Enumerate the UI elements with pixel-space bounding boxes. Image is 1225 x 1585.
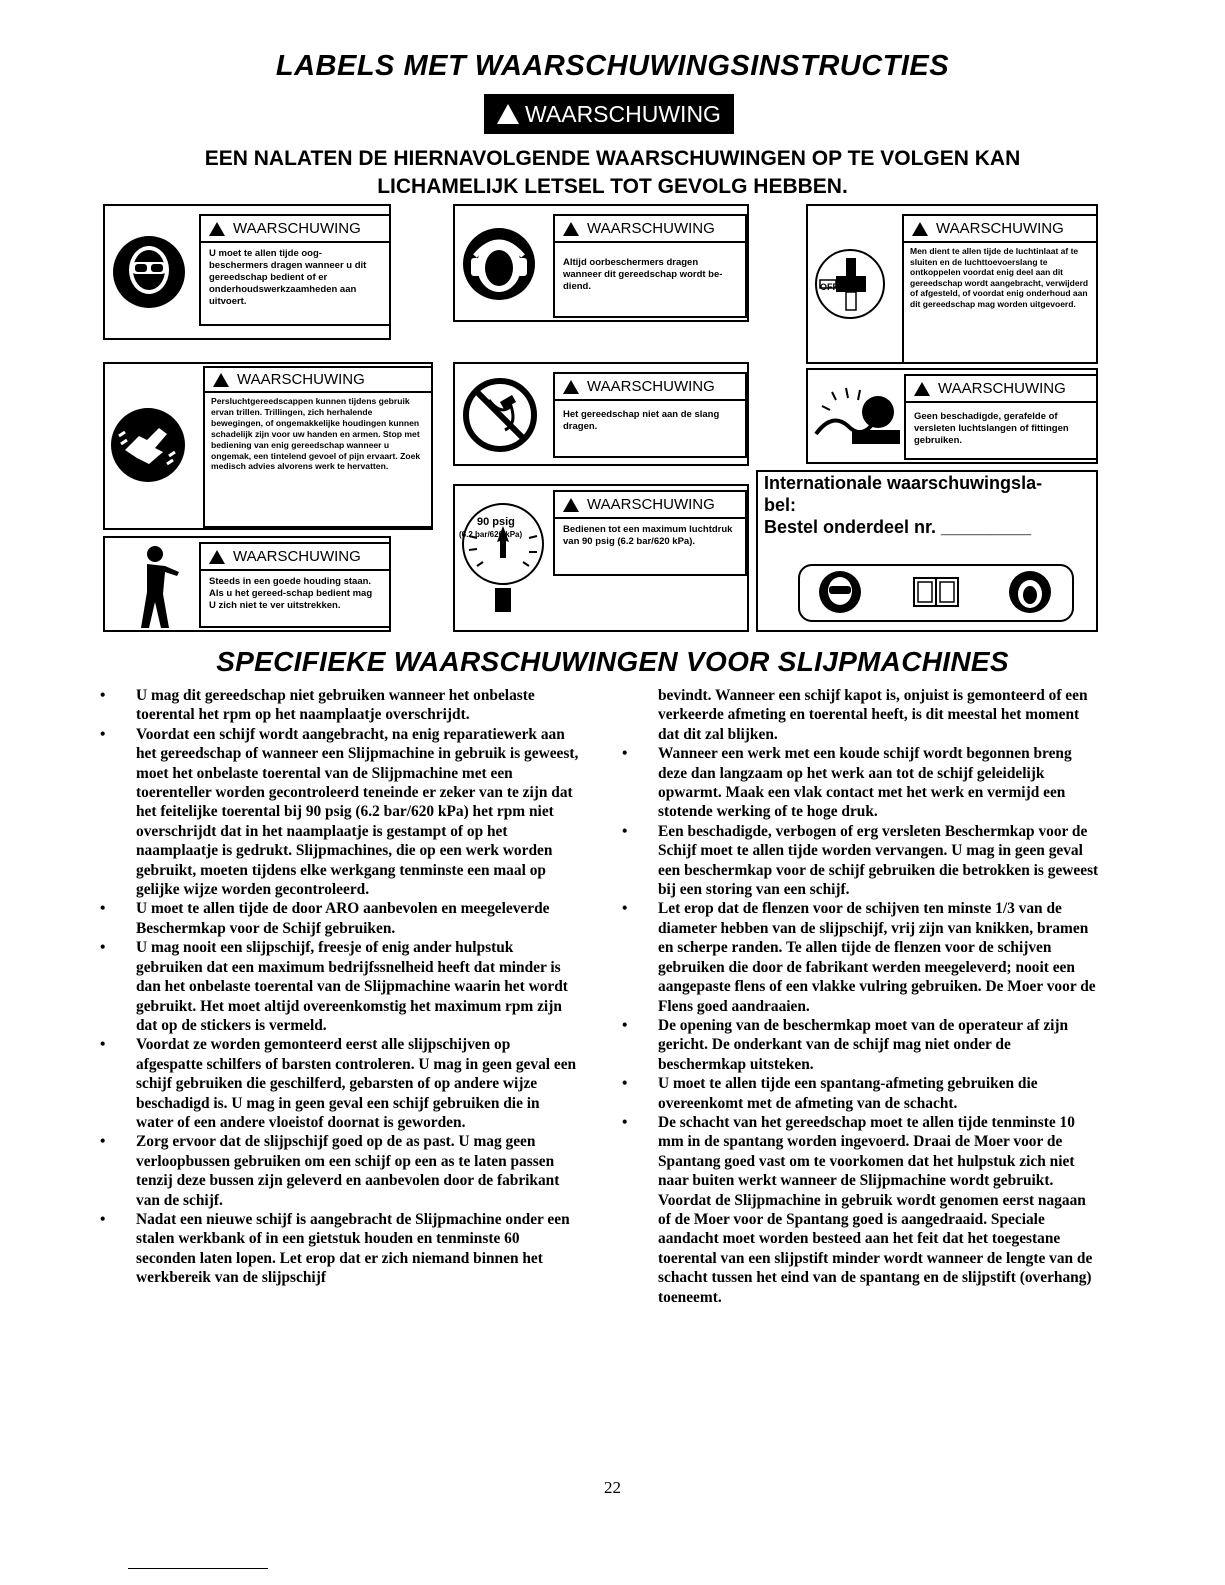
lead-warning <box>0 145 1225 201</box>
ear-protection-icon <box>1008 570 1052 614</box>
bullet-text: U mag dit gereedschap niet gebruiken wanneer het onbelaste toerental het rpm op het naamplaatje overschrijdt. <box>136 687 535 724</box>
ear-protection-icon <box>461 226 537 302</box>
international-label-frame <box>756 470 1098 632</box>
label-text: Het gereedschap niet aan de slang dragen. <box>563 409 720 432</box>
warning-triangle-icon <box>563 222 579 236</box>
bullet-icon: • <box>622 745 628 763</box>
gauge-label-psig: 90 psig <box>477 516 515 528</box>
left-column <box>100 686 580 1288</box>
label-heading: WAARSCHUWING <box>233 220 361 237</box>
left-bullet-list <box>100 686 580 1288</box>
bullet-icon: • <box>100 1210 106 1228</box>
label-ear-frame <box>453 204 749 322</box>
warning-triangle-icon <box>563 380 579 394</box>
label-heading: WAARSCHUWING <box>587 220 715 237</box>
bullet-item <box>100 938 580 1035</box>
bullet-item <box>100 1132 580 1210</box>
bullet-item <box>622 1074 1102 1113</box>
label-stance <box>199 542 391 628</box>
bullet-text: Let erop dat de flenzen voor de schijven ten minste 1/3 van de diameter hebben van de slijpschijf, vrij zijn van knikken, bramen en scherpe randen. Te allen tijde de flenzen voor de schijven gebruiken die door de fabrikant werden meegeleverd; nooit een aangepaste flens of een vlakke vulring gebruiken. De Moer voor de Flens goed aandraaien. <box>658 900 1096 1015</box>
label-ear <box>553 214 747 318</box>
label-heading: WAARSCHUWING <box>587 496 715 513</box>
lead-line-1: EEN NALATEN DE HIERNAVOLGENDE WAARSCHUWINGEN OP TE VOLGEN KAN <box>204 147 1021 170</box>
bullet-icon: • <box>100 1036 106 1054</box>
label-goggles <box>199 214 391 326</box>
bullet-icon: • <box>100 1133 106 1151</box>
label-stance-frame <box>103 536 391 632</box>
bullet-item <box>100 1035 580 1132</box>
off-tag: OFF <box>820 282 838 292</box>
bullet-text: Nadat een nieuwe schijf is aangebracht de Slijpmachine onder een stalen werkbank of in een gietstuk houden en tenminste 60 seconden laten lopen. Let erop dat er zich niemand binnen het werkbereik van de slijpschijf <box>136 1210 570 1287</box>
label-heading: WAARSCHUWING <box>587 378 715 395</box>
bullet-item <box>622 899 1102 1015</box>
label-pressure <box>553 490 747 576</box>
international-line-2: bel: <box>764 495 797 515</box>
bullet-icon: • <box>622 1075 628 1093</box>
label-hose-frame <box>453 362 749 466</box>
right-bullet-list <box>622 744 1102 1307</box>
bullet-item <box>622 744 1102 822</box>
bullet-text: Voordat ze worden gemonteerd eerst alle slijpschijven op afgespatte schilfers of barsten controleren. U mag in geen geval een schijf gebruiken die geschilferd, gebarsten of op andere wijze beschadigd is. U mag in geen geval een schijf gebruiken die in water of een andere vloeistof doornat is geworden. <box>136 1036 577 1131</box>
bullet-icon: • <box>100 687 106 704</box>
bullet-text: Zorg ervoor dat de slijpschijf goed op de as past. U mag geen verloopbussen gebruiken om een schijf op een as te laten passen tenzij deze bussen zijn geleverd en aanbevolen door de fabrikant van de schijf. <box>136 1133 560 1209</box>
eye-protection-icon <box>818 570 862 614</box>
proper-stance-icon <box>125 542 195 630</box>
warning-triangle-icon <box>213 373 229 387</box>
bullet-text: Voordat een schijf wordt aangebracht, na enig reparatiewerk aan het gereedschap of wanneer een Slijpmachine in gebruik is geweest, moet het onbelaste toerental van de Slijpmachine met een toerenteller worden gecontroleerd teneinde er zeker van te zijn dat het feitelijke toerental bij 90 psig (6.2 bar/620 kPa) het rpm niet overschrijdt dat in het naamplaatje is gestampt of op het naamplaatje is gedrukt. Slijpmachines, die op een werk worden gebruikt, moeten tijdens elke werkgang tenminste een maal op gelijke wijze worden gecontroleerd. <box>136 725 579 899</box>
bullet-text: De schacht van het gereedschap moet te allen tijde tenminste 10 mm in de spantang worden ingevoerd. Draai de Moer voor de Spantang goed vast om te voorkomen dat het hulpstuk zich niet naar buiten werkt wanneer de Slijpmachine wordt gebruikt. Voordat de Slijpmachine in gebruik wordt genomen eerst nagaan of de Moer voor de Spantang goed is aangedraaid. Speciale aandacht moet worden besteed aan het feit dat het toegestane toerental van een slijpstift minder wordt wanneer de lengte van de schacht tussen het eind van de spantang en de slijpstift (overhang) toeneemt. <box>658 1113 1093 1306</box>
warning-banner-text: WAARSCHUWING <box>525 100 721 127</box>
damaged-hose-icon <box>812 382 904 452</box>
bullet-text: Wanneer een werk met een koude schijf wordt begonnen breng deze dan langzaam op het werk aan tot de schijf geleidelijk opwarmt. Maak een vlak contact met het werk en vermijd een stotende werking of te hoge druk. <box>658 745 1072 821</box>
label-damaged <box>904 374 1098 460</box>
bullet-item <box>622 1016 1102 1074</box>
page-title: LABELS MET WAARSCHUWINGSINSTRUCTIES <box>275 50 950 82</box>
bullet-icon: • <box>100 900 106 918</box>
bullet-item <box>100 1210 580 1288</box>
international-line-3: Bestel onderdeel nr. _________ <box>764 517 1032 537</box>
footer-rule <box>128 1568 268 1569</box>
label-text: Men dient te allen tijde de luchtinlaat af te sluiten en de luchttoevoerslang te ontkoppelen voordat enig deel aan dit gereedschap wordt aangebracht, verwijderd of afgesteld, of voordat enig onderhoud aan dit gereedschap mag worden uitgevoerd. <box>910 246 1089 309</box>
warning-triangle-icon <box>912 222 928 236</box>
vibration-icon <box>109 406 187 484</box>
bullet-item <box>622 1113 1102 1307</box>
label-heading: WAARSCHUWING <box>936 220 1064 237</box>
label-vibration-frame <box>103 362 433 530</box>
bullet-item <box>622 822 1102 900</box>
no-carry-by-hose-icon <box>461 376 539 454</box>
right-continuation: bevindt. Wanneer een schijf kapot is, onjuist is gemonteerd of een verkeerde afmeting en toerental heeft, is dit meestal het moment dat dit zal blijken. <box>658 687 1088 743</box>
warning-triangle-icon <box>914 382 930 396</box>
label-heading: WAARSCHUWING <box>237 371 365 388</box>
label-text: U moet te allen tijde oog-beschermers dragen wanneer u dit gereedschap bedient of er onderhoudswerkzaamheden aan uitvoert. <box>209 248 367 307</box>
bullet-text: U moet te allen tijde een spantang-afmeting gebruiken die overeenkomt met de afmeting van de schacht. <box>658 1075 1038 1112</box>
label-text: Geen beschadigde, gerafelde of versleten luchtslangen of fittingen gebruiken. <box>914 411 1069 446</box>
gauge-label-bar: (6.2 bar/620 kPa) <box>459 530 523 539</box>
label-goggles-frame <box>103 204 391 340</box>
label-text: Altijd oorbeschermers dragen wanneer dit gereedschap wordt be-diend. <box>563 257 723 292</box>
international-text <box>764 472 1094 538</box>
label-text: Bedienen tot een maximum luchtdruk van 90 psig (6.2 bar/620 kPa). <box>563 524 733 547</box>
section-title: SPECIFIEKE WAARSCHUWINGEN VOOR SLIJPMACHINES <box>216 646 1009 677</box>
bullet-icon: • <box>622 822 628 840</box>
bullet-text: De opening van de beschermkap moet van de operateur af zijn gericht. De onderkant van de schijf mag niet onder de beschermkap uitsteken. <box>658 1016 1069 1073</box>
international-line-1: Internationale waarschuwingsla- <box>764 473 1043 493</box>
label-vibration <box>203 366 433 528</box>
bullet-icon: • <box>622 1113 628 1131</box>
warning-banner <box>484 94 734 134</box>
bullet-item <box>100 899 580 938</box>
label-text: Steeds in een goede houding staan. Als u het gereed-schap bedient mag U zich niet te ver uitstrekken. <box>209 576 373 611</box>
warning-triangle-icon <box>209 550 225 564</box>
manual-book-icon <box>912 574 960 610</box>
bullet-icon: • <box>622 900 628 918</box>
bullet-icon: • <box>100 939 106 957</box>
label-damaged-frame <box>806 368 1098 464</box>
bullet-text: U moet te allen tijde de door ARO aanbevolen en meegeleverde Beschermkap voor de Schijf gebruiken. <box>136 900 550 937</box>
label-air-off <box>902 214 1098 364</box>
bullet-icon: • <box>100 725 106 743</box>
bullet-item <box>100 725 580 900</box>
label-text: Persluchtgereedscappen kunnen tijdens gebruik ervan trillen. Trillingen, zich herhalende bewegingen, of ongemakkelijke houdingen kunnen schadelijk zijn voor uw handen en armen. Stop met bediening van enig gereedschap wanneer u ongemak, een tintelend gevoel of pijn ervaart. Zoek medisch advies alvorens werk te hervatten. <box>211 396 421 472</box>
warning-triangle-icon <box>563 498 579 512</box>
label-pressure-frame <box>453 484 749 632</box>
label-hose <box>553 372 747 458</box>
bullet-icon: • <box>622 1016 628 1034</box>
label-heading: WAARSCHUWING <box>233 548 361 565</box>
warning-triangle-icon <box>209 222 225 236</box>
warning-triangle-icon <box>497 104 519 124</box>
label-heading: WAARSCHUWING <box>938 380 1066 397</box>
eye-protection-icon <box>111 234 187 310</box>
bullet-text: U mag nooit een slijpschijf, freesje of enig ander hulpstuk gebruiken dat een maximum bedrijfssnelheid heeft dat minder is dan het onbelaste toerental van de Slijpmachine waarin het wordt gebruikt. Het moet altijd overeenkomstig het maximum rpm zijn dat op de stickers is vermeld. <box>136 939 568 1034</box>
right-column <box>622 686 1102 1307</box>
label-air-off-frame <box>806 204 1098 364</box>
bullet-item <box>100 686 580 725</box>
lead-line-2: LICHAMELIJK LETSEL TOT GEVOLG HEBBEN. <box>377 175 848 198</box>
page-number: 22 <box>604 1478 621 1497</box>
bullet-text: Een beschadigde, verbogen of erg versleten Beschermkap voor de Schijf moet te allen tijde worden vervangen. U mag in geen geval een beschermkap voor de schijf gebruiken die betrokken is geweest bij een storing van een schijf. <box>658 822 1099 899</box>
international-icon-strip <box>798 564 1074 622</box>
